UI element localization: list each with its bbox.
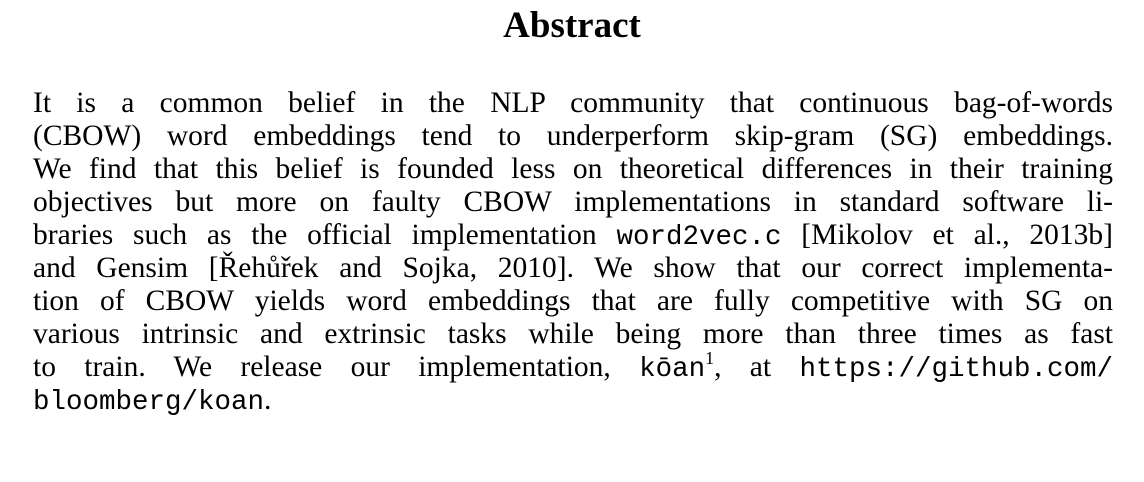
abstract-line-1: It is a common belief in the NLP community that continuous bag-of-words [33,87,1113,119]
abstract-paragraph [33,87,1113,417]
footnote-marker: 1 [705,348,715,368]
code-word2vec: word2vec.c [616,222,782,253]
abstract-line-10-period: . [264,384,272,416]
abstract-line-6: and Gensim [Řehůřek and Sojka, 2010]. We show that our correct implementa- [33,252,1113,284]
abstract-line-9-text-a: to train. We release our implementation, [33,351,640,383]
abstract-line-9-text-b: , at [714,351,800,383]
abstract-line-5 [33,219,1113,252]
abstract-line-9 [33,348,1113,385]
abstract-line-7: tion of CBOW yields word embeddings that are fully competitive with SG on [33,285,1113,317]
abstract-line-10 [33,384,1113,417]
abstract-line-4: objectives but more on faulty CBOW implementations in standard software li- [33,186,1113,218]
abstract-line-5-text-b: [Mikolov et al., 2013b] [781,219,1113,251]
abstract-line-8: various intrinsic and extrinsic tasks while being more than three times as fast [33,318,1113,350]
github-url-part-2[interactable]: bloomberg/koan [33,387,265,418]
code-koan: kōan [639,354,706,385]
abstract-line-5-text-a: braries such as the official implementation [33,219,617,251]
abstract-line-3: We find that this belief is founded less on theoretical differences in their training [33,153,1113,185]
github-url-part-1[interactable]: https://github.com/ [799,354,1113,385]
abstract-heading: Abstract [503,5,641,46]
abstract-line-2: (CBOW) word embeddings tend to underperform skip-gram (SG) embeddings. [33,120,1113,152]
